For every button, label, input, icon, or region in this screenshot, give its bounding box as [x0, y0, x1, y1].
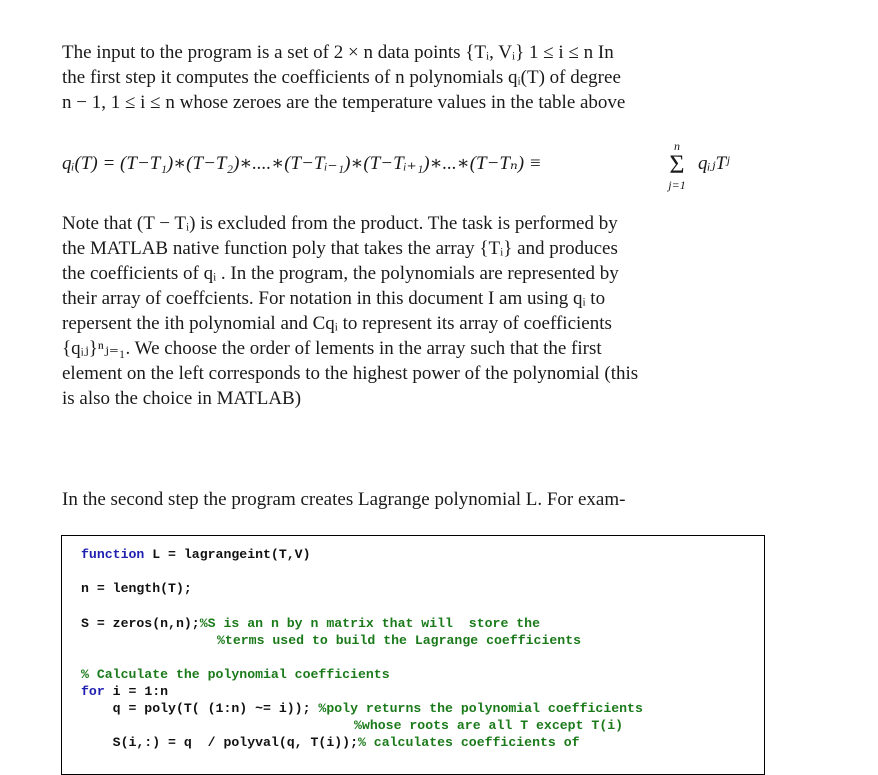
code-text: i = 1:n [104, 684, 169, 699]
text-line: The input to the program is a set of 2 × n data points {Tᵢ, Vᵢ} 1 ≤ i ≤ n In [62, 42, 614, 63]
code-line [217, 632, 581, 649]
code-comment: %whose roots are all T except T(i) [354, 718, 624, 733]
equation-rhs: qᵢⱼTʲ [698, 153, 730, 174]
code-keyword: for [81, 684, 105, 699]
text-line: {qᵢⱼ}ⁿⱼ₌₁. We choose the order of lements in the array such that the first [62, 338, 602, 359]
code-keyword: function [81, 547, 145, 562]
code-line [81, 734, 580, 751]
code-text: S(i,:) = q / polyval(q, T(i)); [81, 735, 358, 750]
second-step-paragraph [62, 487, 742, 512]
intro-paragraph [62, 40, 742, 115]
text-line: In the second step the program creates Lagrange polynomial L. For exam- [62, 489, 626, 510]
text-line: the MATLAB native function poly that takes the array {Tᵢ} and produces [62, 238, 618, 259]
code-comment: %poly returns the polynomial coefficients [318, 701, 643, 716]
text-line: the coefficients of qᵢ . In the program, the polynomials are represented by [62, 263, 619, 284]
text-line: the first step it computes the coefficients of n polynomials qᵢ(T) of degree [62, 67, 621, 88]
code-listing [61, 535, 765, 775]
code-line [81, 546, 311, 563]
code-line [81, 700, 643, 717]
sum-upper-limit: n [674, 139, 680, 153]
text-line: their array of coeffcients. For notation in this document I am using qᵢ to [62, 288, 606, 309]
code-comment: % Calculate the polynomial coefficients [81, 667, 390, 682]
note-paragraph [62, 211, 742, 411]
sigma-icon: Σ [669, 150, 685, 179]
code-comment: %terms used to build the Lagrange coefficients [217, 633, 582, 648]
code-line [354, 717, 623, 734]
text-line: Note that (T − Tᵢ) is excluded from the product. The task is performed by [62, 213, 618, 234]
code-text: q = poly(T( (1:n) ~= i)); [81, 701, 319, 716]
code-line: n = length(T); [81, 581, 192, 596]
code-text: S = zeros(n,n); [81, 616, 200, 631]
code-comment: % calculates coefficients of [357, 735, 580, 750]
polynomial-equation [62, 140, 752, 196]
code-text: L = lagrangeint(T,V) [144, 547, 311, 562]
equation-lhs: qᵢ(T) = (T−T₁)∗(T−T₂)∗....∗(T−Tᵢ₋₁)∗(T−Tᵢ₊₁)∗...∗(T−Tₙ) ≡ [62, 153, 542, 174]
code-line [81, 666, 390, 683]
code-line [81, 615, 540, 632]
sum-lower-limit: j=1 [668, 178, 686, 192]
code-comment: %S is an n by n matrix that will store the [199, 616, 541, 631]
summation-symbol [662, 140, 692, 192]
text-line: element on the left corresponds to the highest power of the polynomial (this [62, 363, 639, 384]
text-line: repersent the ith polynomial and Cqᵢ to represent its array of coefficients [62, 313, 612, 334]
code-line [81, 683, 168, 700]
text-line: n − 1, 1 ≤ i ≤ n whose zeroes are the temperature values in the table above [62, 92, 626, 113]
text-line: is also the choice in MATLAB) [62, 388, 302, 409]
